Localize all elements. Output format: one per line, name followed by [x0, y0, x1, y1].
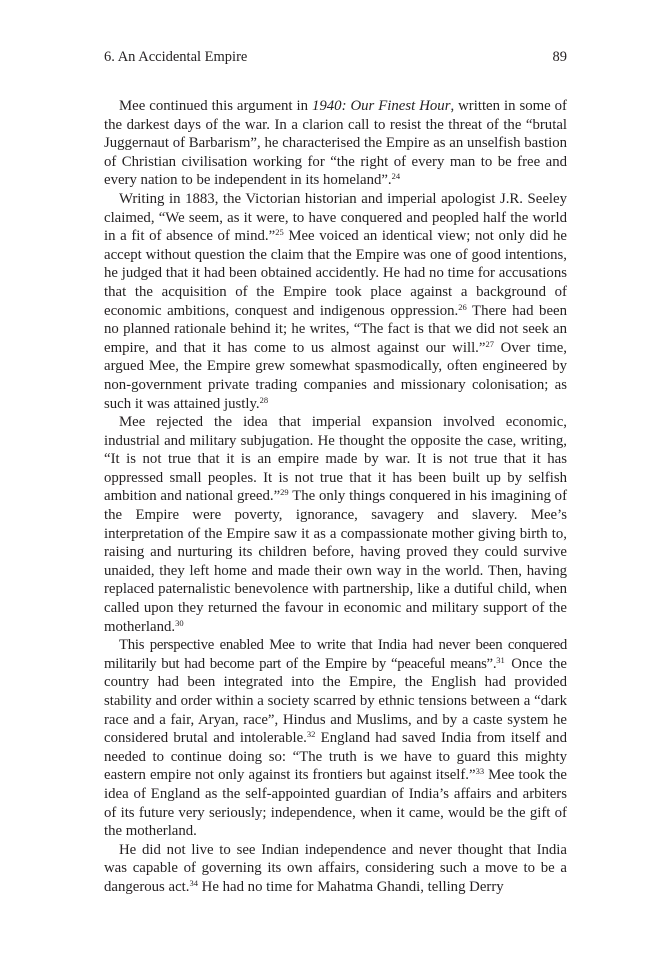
text-run: This perspective enabled Mee to write that India had never been conquered militarily but had become part of the Empire by “peaceful means”. — [104, 637, 567, 672]
footnote-ref: 29 — [280, 487, 289, 498]
footnote-ref: 27 — [485, 338, 494, 349]
footnote-ref: 34 — [189, 877, 198, 888]
paragraph — [104, 190, 567, 413]
text-run: He had no time for Mahatma Ghandi, telling Derry — [197, 878, 504, 895]
running-head — [104, 47, 567, 67]
running-chapter-title: 6. An Accidental Empire — [104, 49, 248, 65]
page-number: 89 — [552, 49, 567, 65]
text-run: Mee continued this argument in — [119, 98, 312, 114]
footnote-ref: 31 — [496, 654, 505, 665]
italic-book-title: 1940: Our Finest Hour — [311, 98, 451, 114]
footnote-ref: 24 — [391, 171, 401, 182]
text-run: England had saved India from itself and needed to continue doing so: “The truth is we have to guard this mighty eastern empire not only against its frontiers but against itself.” — [104, 730, 567, 784]
body-text — [104, 97, 567, 897]
footnote-ref: 28 — [259, 394, 269, 405]
text-run: Over time, argued Mee, the Empire grew somewhat spasmodically, often engineered by non-government private trading companies and missionary colonisation; as such it was attained justly. — [104, 339, 567, 412]
text-run: , written in some of the darkest days of the war. In a clarion call to resist the threat of the “brutal Juggernaut of Barbarism”, he characterised the Empire as an unselfish bastion of Christian civilisation working for “the right of every man to be free and every nation to be independent in its homeland”. — [104, 98, 567, 189]
text-run: The only things conquered in his imagining of the Empire were poverty, ignorance, savagery and slavery. Mee’s interpretation of the Empire saw it as a compassionate mother giving birth to, raising and nurturing its children before, having proved they could survive unaided, they left home and made their own way in the world. Then, having replaced paternalistic benevolence with partnership, like a dutiful child, when called upon they returned the favour in economic and military support of the motherland. — [104, 488, 567, 635]
paragraph — [104, 413, 567, 636]
footnote-ref: 25 — [275, 227, 284, 238]
paragraph — [104, 841, 567, 897]
text-run: Mee took the idea of England as the self-appointed guardian of India’s affairs and arbiters of its future very seriously; independence, when it came, would be the gift of the motherland. — [104, 767, 567, 840]
footnote-ref: 30 — [175, 617, 184, 628]
footnote-ref: 26 — [458, 301, 467, 312]
footnote-ref: 33 — [475, 766, 485, 777]
text-run: Mee rejected the idea that imperial expansion involved economic, industrial and military subjugation. He thought the opposite the case, writing, “It is not true that it is an empire made by war. It is not true that it has oppressed small peoples. It is not true that it has been built up by selfish ambition and national greed.” — [104, 414, 567, 505]
text-run: There had been no planned rationale behind it; he writes, “The fact is that we did not seek an empire, and that it has come to us almost against our will.” — [104, 302, 567, 356]
text-run: He did not live to see Indian independence and never thought that India was capable of governing its own affairs, considering such a move to be a dangerous act. — [104, 841, 567, 895]
paragraph — [104, 97, 567, 190]
paragraph — [104, 636, 567, 841]
footnote-ref: 32 — [306, 729, 316, 740]
text-run: Writing in 1883, the Victorian historian and imperial apologist J.R. Seeley claimed, “We seem, as it were, to have conquered and peopled half the world in a fit of absence of mind.” — [104, 190, 567, 245]
text-run: Once the country had been integrated into the Empire, the English had provided stability and order within a society scarred by ethnic tensions between a “dark race and a fair, Aryan, race”, Hindus and Muslims, and by a caste system he considered brutal and intolerable. — [104, 655, 567, 747]
text-run: Mee voiced an identical view; not only did he accept without question the claim that the Empire was one of good intentions, he judged that it had been obtained accidently. He had no time for accusations that the acquisition of the Empire took place against a background of economic ambitions, conquest and indigenous oppression. — [104, 228, 567, 319]
